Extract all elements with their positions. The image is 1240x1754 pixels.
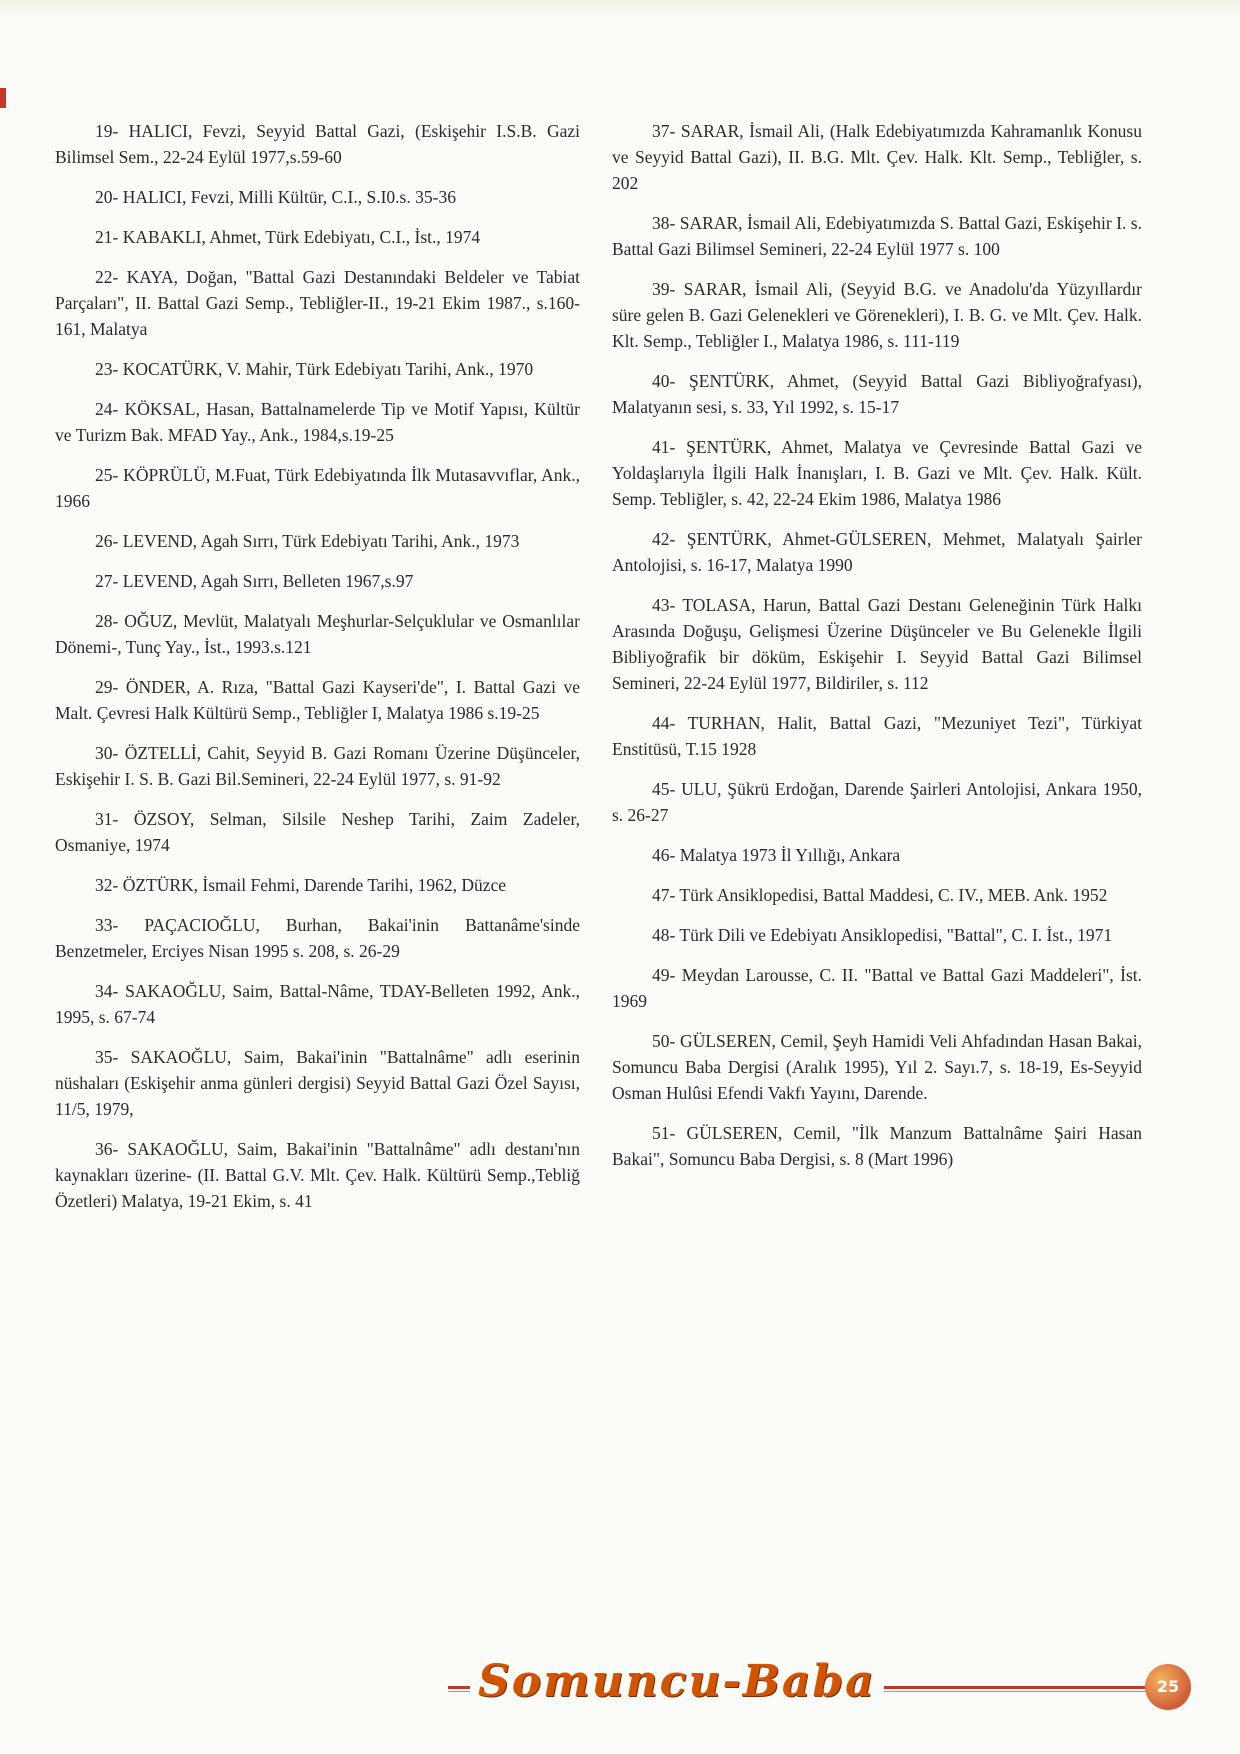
- bibliography-entry: 47- Türk Ansiklopedisi, Battal Maddesi, C. IV., MEB. Ank. 1952: [652, 885, 1108, 905]
- bibliography-entry: 38- SARAR, İsmail Ali, Edebiyatımızda S. Battal Gazi, Eskişehir I. s. Battal Gazi Bilimsel Semineri, 22-24 Eylül 1977 s. 100: [612, 213, 1142, 259]
- bibliography-entry: 27- LEVEND, Agah Sırrı, Belleten 1967,s.97: [95, 571, 414, 591]
- bibliography-entry: 23- KOCATÜRK, V. Mahir, Türk Edebiyatı Tarihi, Ank., 1970: [95, 359, 534, 379]
- bibliography-entry: 42- ŞENTÜRK, Ahmet-GÜLSEREN, Mehmet, Malatyalı Şairler Antolojisi, s. 16-17, Malatya 1990: [612, 529, 1142, 575]
- bibliography-entry: 43- TOLASA, Harun, Battal Gazi Destanı Geleneğinin Türk Halkı Arasında Doğuşu, Gelişmesi Üzerine Düşünceler ve Bu Gelenekle İlgili Bibliyoğrafik bir döküm, Eskişehir I. Seyyid Battal Gazi Bilimsel Semineri, 22-24 Eylül 1977, Bildiriler, s. 112: [612, 595, 1142, 693]
- bibliography-entry: 21- KABAKLI, Ahmet, Türk Edebiyatı, C.I., İst., 1974: [95, 227, 481, 247]
- magazine-logo: Somuncu-Baba: [470, 1656, 884, 1707]
- bibliography-entry: 34- SAKAOĞLU, Saim, Battal-Nâme, TDAY-Belleten 1992, Ank., 1995, s. 67-74: [55, 981, 580, 1027]
- bibliography-entry: 28- OĞUZ, Mevlüt, Malatyalı Meşhurlar-Selçuklular ve Osmanlılar Dönemi-, Tunç Yay., İst., 1993.s.121: [55, 611, 580, 657]
- bibliography-entry: 45- ULU, Şükrü Erdoğan, Darende Şairleri Antolojisi, Ankara 1950, s. 26-27: [612, 779, 1142, 825]
- bibliography-entry: 35- SAKAOĞLU, Saim, Bakai'inin "Battalnâme" adlı eserinin nüshaları (Eskişehir anma günleri dergisi) Seyyid Battal Gazi Özel Sayısı, 11/5, 1979,: [55, 1047, 580, 1119]
- page-top-tint: [0, 0, 1240, 16]
- edge-mark: [0, 88, 6, 108]
- bibliography-entry: 29- ÖNDER, A. Rıza, "Battal Gazi Kayseri'de", I. Battal Gazi ve Malt. Çevresi Halk Kültürü Semp., Tebliğler I, Malatya 1986 s.19-25: [55, 677, 580, 723]
- bibliography-entry: 44- TURHAN, Halit, Battal Gazi, "Mezuniyet Tezi", Türkiyat Enstitüsü, T.15 1928: [612, 713, 1142, 759]
- bibliography-entry: 33- PAÇACIOĞLU, Burhan, Bakai'inin Battanâme'sinde Benzetmeler, Erciyes Nisan 1995 s. 208, s. 26-29: [55, 915, 580, 961]
- page-footer: [0, 1648, 1240, 1718]
- bibliography-entry: 37- SARAR, İsmail Ali, (Halk Edebiyatımızda Kahramanlık Konusu ve Seyyid Battal Gazi), II. B.G. Mlt. Çev. Halk. Klt. Semp., Tebliğler, s. 202: [612, 121, 1142, 193]
- bibliography-left-column: [55, 118, 580, 1228]
- bibliography-entry: 20- HALICI, Fevzi, Milli Kültür, C.I., S.I0.s. 35-36: [95, 187, 456, 207]
- bibliography-entry: 49- Meydan Larousse, C. II. "Battal ve Battal Gazi Maddeleri", İst. 1969: [612, 965, 1142, 1011]
- bibliography-entry: 31- ÖZSOY, Selman, Silsile Neshep Tarihi, Zaim Zadeler, Osmaniye, 1974: [55, 809, 580, 855]
- bibliography-entry: 51- GÜLSEREN, Cemil, "İlk Manzum Battalnâme Şairi Hasan Bakai", Somuncu Baba Dergisi, s. 8 (Mart 1996): [612, 1123, 1142, 1169]
- bibliography-right-column: [612, 118, 1142, 1186]
- bibliography-entry: 26- LEVEND, Agah Sırrı, Türk Edebiyatı Tarihi, Ank., 1973: [95, 531, 520, 551]
- bibliography-entry: 40- ŞENTÜRK, Ahmet, (Seyyid Battal Gazi Bibliyoğrafyası), Malatyanın sesi, s. 33, Yıl 1992, s. 15-17: [612, 371, 1142, 417]
- bibliography-entry: 39- SARAR, İsmail Ali, (Seyyid B.G. ve Anadolu'da Yüzyıllardır süre gelen B. Gazi Gelenekleri ve Görenekleri), I. B. G. ve Mlt. Çev. Halk. Klt. Semp., Tebliğler I., Malatya 1986, s. 111-119: [612, 279, 1142, 351]
- bibliography-entry: 19- HALICI, Fevzi, Seyyid Battal Gazi, (Eskişehir I.S.B. Gazi Bilimsel Sem., 22-24 Eylül 1977,s.59-60: [55, 121, 580, 167]
- bibliography-entry: 32- ÖZTÜRK, İsmail Fehmi, Darende Tarihi, 1962, Düzce: [95, 875, 507, 895]
- bibliography-entry: 25- KÖPRÜLÜ, M.Fuat, Türk Edebiyatında İlk Mutasavvıflar, Ank., 1966: [55, 465, 580, 511]
- bibliography-entry: 41- ŞENTÜRK, Ahmet, Malatya ve Çevresinde Battal Gazi ve Yoldaşlarıyla İlgili Halk İnanışları, I. B. Gazi ve Mlt. Çev. Halk. Kült. Semp. Tebliğler, s. 42, 22-24 Ekim 1986, Malatya 1986: [612, 437, 1142, 509]
- bibliography-entry: 50- GÜLSEREN, Cemil, Şeyh Hamidi Veli Ahfadından Hasan Bakai, Somuncu Baba Dergisi (Aralık 1995), Yıl 2. Sayı.7, s. 18-19, Es-Seyyid Osman Hulûsi Efendi Vakfı Yayını, Darende.: [612, 1031, 1142, 1103]
- page-number-badge: 25: [1145, 1664, 1191, 1710]
- bibliography-entry: 22- KAYA, Doğan, "Battal Gazi Destanındaki Beldeler ve Tabiat Parçaları", II. Battal Gazi Semp., Tebliğler-II., 19-21 Ekim 1987., s.160-161, Malatya: [55, 267, 580, 339]
- bibliography-entry: 48- Türk Dili ve Edebiyatı Ansiklopedisi, "Battal", C. I. İst., 1971: [652, 925, 1113, 945]
- bibliography-entry: 24- KÖKSAL, Hasan, Battalnamelerde Tip ve Motif Yapısı, Kültür ve Turizm Bak. MFAD Yay., Ank., 1984,s.19-25: [55, 399, 580, 445]
- bibliography-entry: 30- ÖZTELLİ, Cahit, Seyyid B. Gazi Romanı Üzerine Düşünceler, Eskişehir I. S. B. Gazi Bil.Semineri, 22-24 Eylül 1977, s. 91-92: [55, 743, 580, 789]
- bibliography-entry: 46- Malatya 1973 İl Yıllığı, Ankara: [652, 845, 901, 865]
- bibliography-entry: 36- SAKAOĞLU, Saim, Bakai'inin "Battalnâme" adlı destanı'nın kaynakları üzerine- (II. Battal G.V. Mlt. Çev. Halk. Kültürü Semp.,Tebliğ Özetleri) Malatya, 19-21 Ekim, s. 41: [55, 1139, 580, 1211]
